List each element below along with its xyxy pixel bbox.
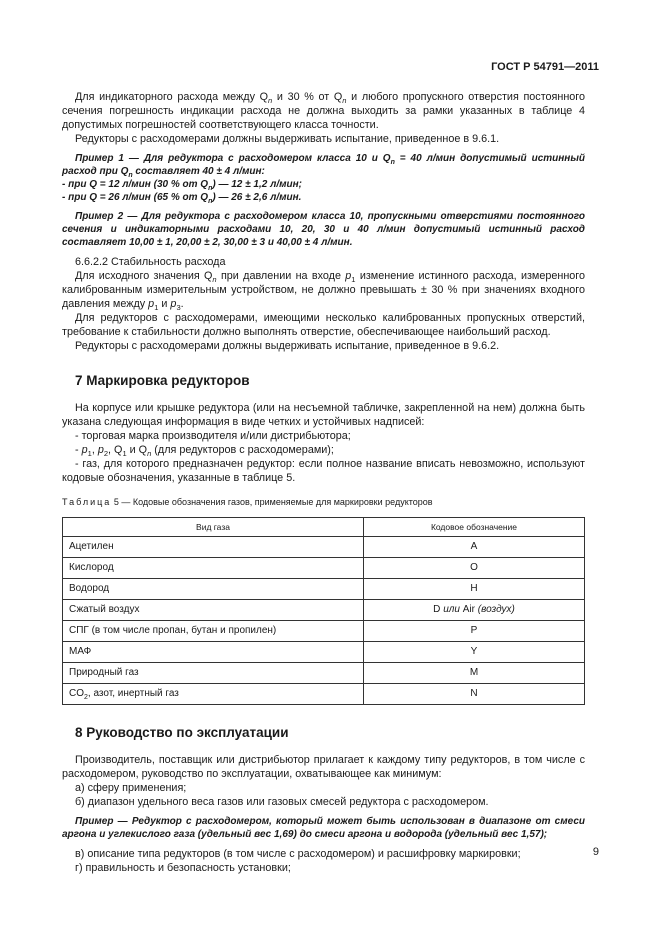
standard-header: ГОСТ Р 54791—2011 <box>491 61 599 73</box>
table-header-row <box>63 518 585 537</box>
table-row: $CO_2$, азот, инертный газ N <box>63 684 585 705</box>
table-row: Водород H <box>63 579 585 600</box>
section-6-6-2-2: 6.6.2.2 Стабильность расхода <box>75 256 226 268</box>
page-number: 9 <box>592 846 599 858</box>
table-row: МАФ Y <box>63 642 585 663</box>
manual-item-b: б) диапазон удельного веса газов или газовых смесей редуктора с расходомером. <box>75 796 489 808</box>
example-1-line-2: - при Q = 12 л/мин (30 % от $Q_n$) — 12 ± 1,2 л/мин; <box>62 179 302 192</box>
paragraph-multi-orifice: Для редукторов с расходомерами, имеющими несколько калиброванных пропускных отверстий, требование к стабильности должно выполнять отверстие, обеспечивающее наибольший расход. <box>62 312 585 338</box>
paragraph-manual-intro: Производитель, поставщик или дистрибьютор прилагает к каждому типу редукторов, в том числе с расходомером, руководство по эксплуатации, охватывающее как минимум: <box>62 754 585 780</box>
marking-item-trademark: - торговая марка производителя и/или дистрибьютора; <box>75 430 351 442</box>
paragraph-test-9-6-1: Редукторы с расходомерами должны выдерживать испытание, приведенное в 9.6.1. <box>75 133 500 145</box>
manual-item-d: г) правильность и безопасность установки; <box>75 862 291 874</box>
paragraph-indicator-flow: Для индикаторного расхода между $Q_n$ и 30 % от $Q_n$ и любого пропускного отверстия постоянного сечения погрешность индикации расхода не должна выходить за рамки указанных в таблице 4 допустимых погрешностей соответствующего класса точности. <box>62 91 586 131</box>
header-gas-type: Вид газа <box>63 518 364 537</box>
header-code: Кодовое обозначение <box>364 518 585 537</box>
paragraph-stability: Для исходного значения $Q_n$ при давлении на входе $p_1$ изменение истинного расхода, измеренного калиброванным измерительным устройством, не должно превышать ± 30 % при значениях входного давления между $p_1$ и $p_3$. <box>62 270 586 313</box>
marking-item-pressures: - $p_1$, $p_2$, $Q_1$ и $Q_n$ (для редукторов с расходомерами); <box>75 444 334 459</box>
marking-item-gas: - газ, для которого предназначен редуктор: если полное название вписать невозможно, используют кодовые обозначения, указанные в таблице 5. <box>62 458 585 484</box>
table-row: Сжатый воздух D или Air (воздух) <box>63 600 585 621</box>
gas-codes-table <box>62 517 585 705</box>
manual-item-c: в) описание типа редукторов (в том числе с расходомером) и расшифровку маркировки; <box>75 848 521 860</box>
paragraph-marking-intro: На корпусе или крышке редуктора (или на несъемной табличке, закрепленной на нем) должна быть указана следующая информация в виде четких и устойчивых надписей: <box>62 402 585 428</box>
table-5-caption: Таблица 5 — Кодовые обозначения газов, применяемые для маркировки редукторов <box>62 497 433 507</box>
example-1-line-3: - при Q = 26 л/мин (65 % от $Q_n$) — 26 ± 2,6 л/мин. <box>62 192 302 205</box>
paragraph-test-9-6-2: Редукторы с расходомерами должны выдерживать испытание, приведенное в 9.6.2. <box>75 340 500 352</box>
table-row: Ацетилен A <box>63 537 585 558</box>
example-3: Пример — Редуктор с расходомером, который может быть использован в диапазоне от смеси аргона и углекислого газа (удельный вес 1,69) до смеси аргона и водорода (удельный вес 1,57); <box>62 816 585 840</box>
table-row: Кислород O <box>63 558 585 579</box>
table-row: Природный газ M <box>63 663 585 684</box>
section-8-heading: 8 Руководство по эксплуатации <box>75 725 289 740</box>
section-7-heading: 7 Маркировка редукторов <box>75 373 250 388</box>
example-2: Пример 2 — Для редуктора с расходомером класса 10, пропускными отверстиями постоянного сечения и индикаторными расходами 10, 20, 30 и 40 л/мин допустимый истинный расход составляет 10,00 ± 1, 20,00 ± 2, 30,00 ± 3 и 40,00 ± 4 л/мин. <box>62 211 585 248</box>
manual-item-a: а) сферу применения; <box>75 782 187 794</box>
page-content <box>62 90 585 875</box>
table-row: СПГ (в том числе пропан, бутан и пропилен) P <box>63 621 585 642</box>
example-1: Пример 1 — Для редуктора с расходомером класса 10 и $Q_n = 40$ л/мин допустимый истинный расход при $Q_n$ составляет 40 ± 4 л/мин: <box>62 153 585 179</box>
